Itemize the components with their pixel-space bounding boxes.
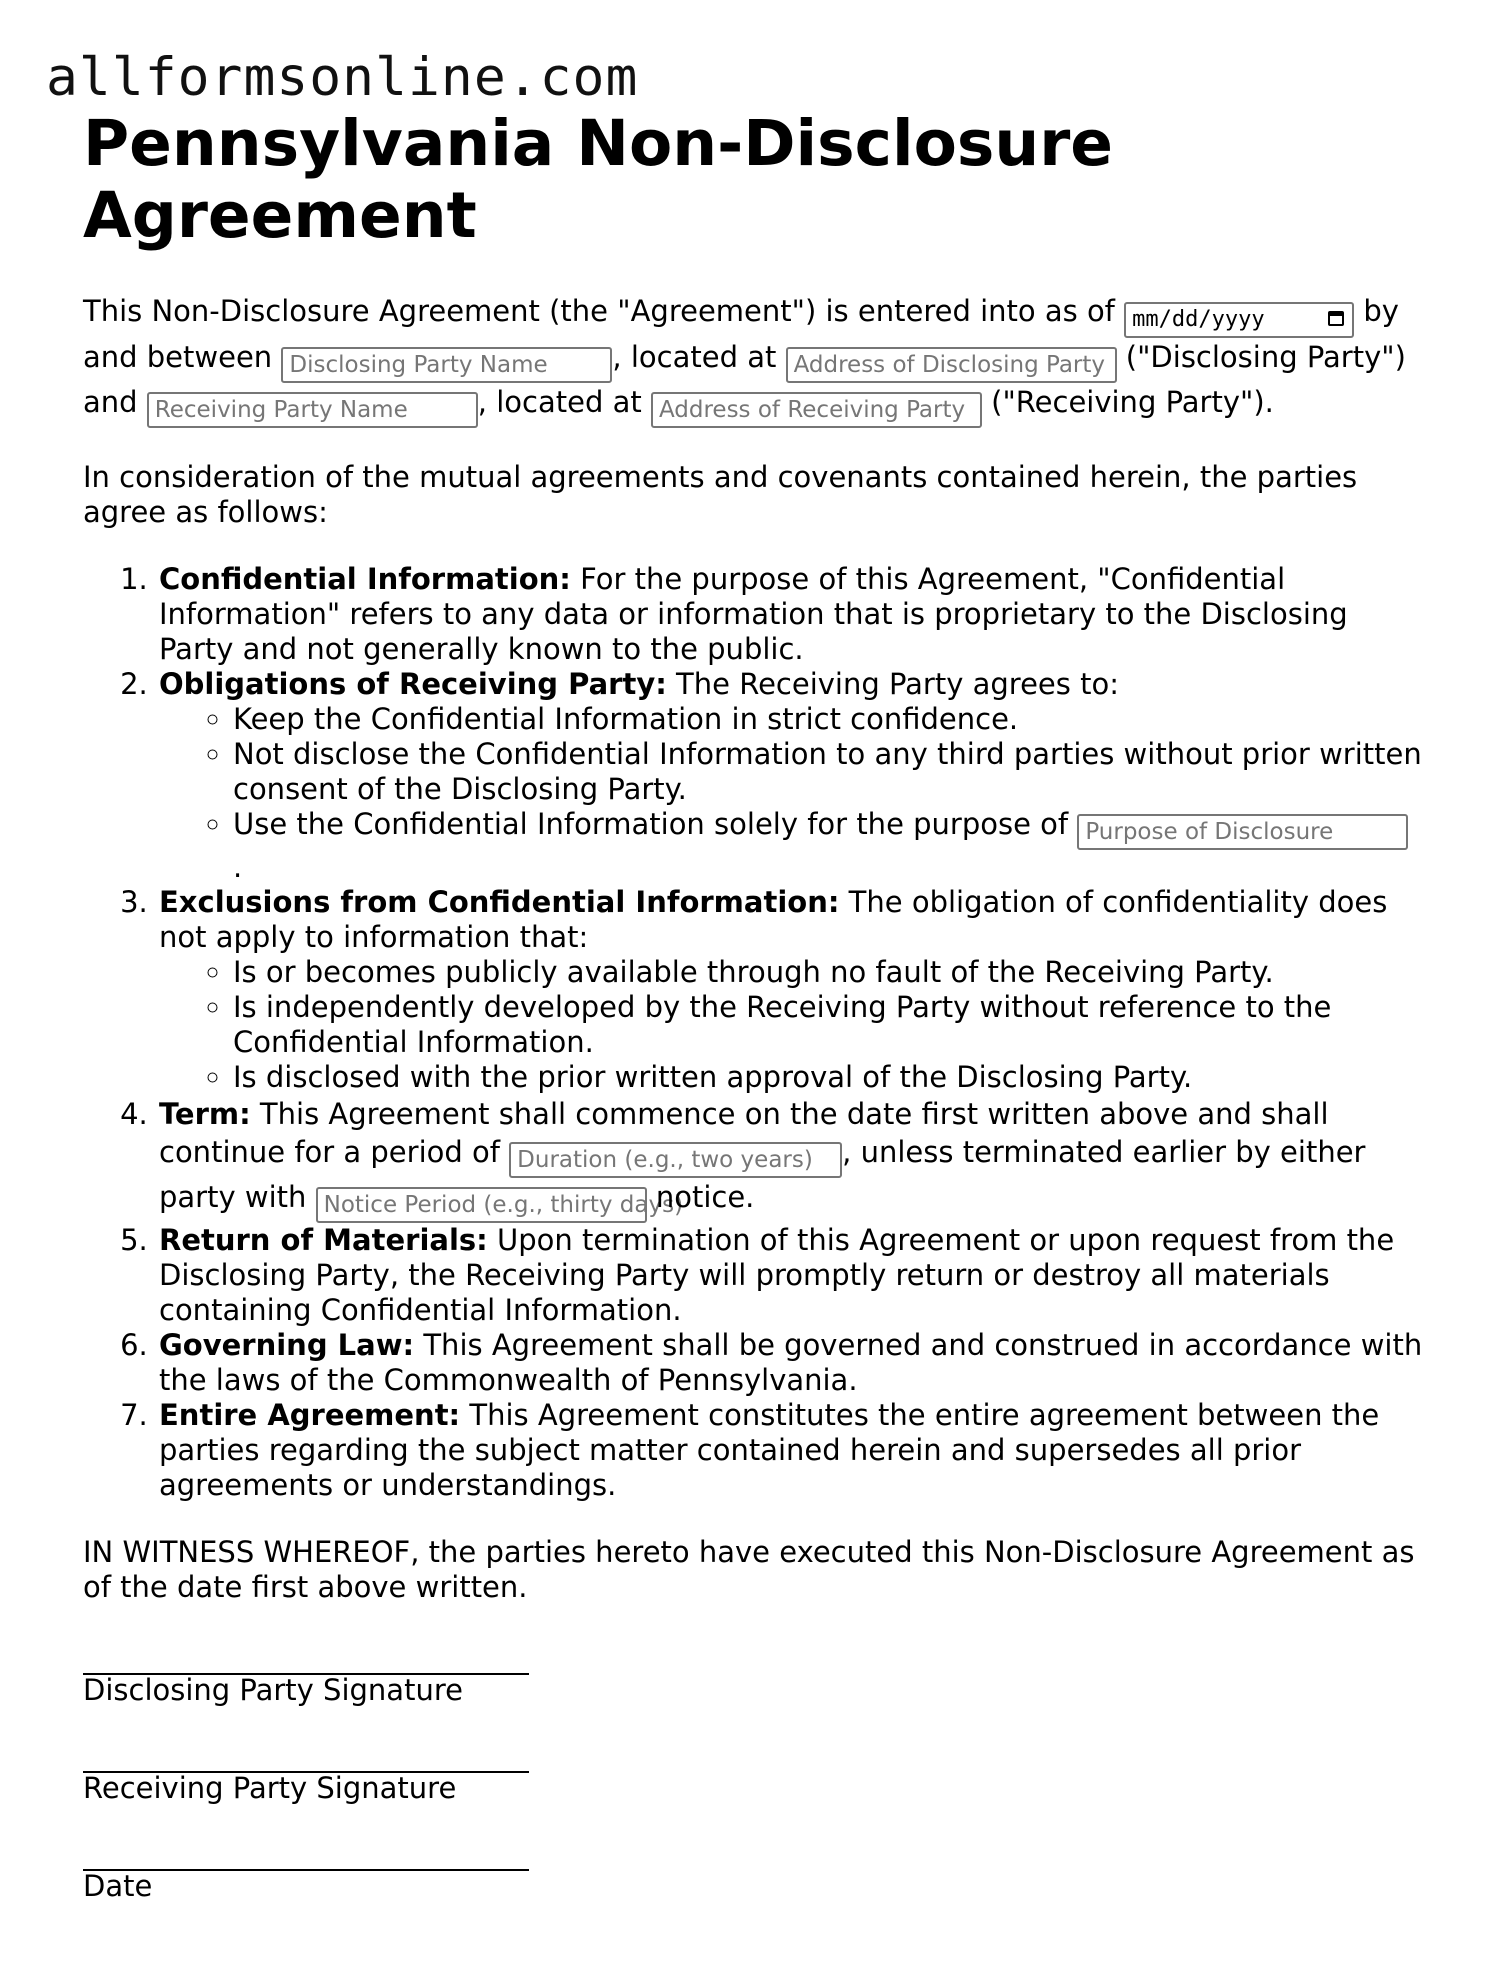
list-item-text: Use the Confidential Information solely for the purpose of (233, 807, 1078, 841)
list-item-end: . (233, 850, 243, 884)
section-return-of-materials (157, 1223, 1428, 1328)
terms-list (83, 562, 1428, 1503)
section-text: notice. (646, 1180, 755, 1214)
section-heading: Governing Law: (159, 1328, 415, 1362)
intro-text: , located at (612, 340, 786, 374)
section-heading: Entire Agreement: (159, 1398, 461, 1432)
receiving-party-name-input[interactable]: Receiving Party Name (147, 392, 478, 428)
section-term (157, 1095, 1428, 1223)
list-item: ◦ Is or becomes publicly available through no fault of the Receiving Party. (233, 955, 1428, 990)
section-obligations (157, 667, 1428, 885)
list-item: ◦ Is independently developed by the Receiving Party without reference to the Confidential Information. (233, 990, 1428, 1060)
section-heading: Term: (159, 1097, 251, 1131)
receiving-party-address-input[interactable]: Address of Receiving Party (651, 392, 982, 428)
consideration-paragraph: In consideration of the mutual agreements and covenants contained herein, the parties agree as follows: (83, 460, 1358, 529)
agreement-document (83, 108, 1428, 1967)
section-text: This Agreement shall commence on the date first written above and shall continue for a period of (159, 1097, 1329, 1169)
section-text: The Receiving Party agrees to: (666, 667, 1119, 701)
witness-paragraph: IN WITNESS WHEREOF, the parties hereto have executed this Non-Disclosure Agreement as of the date first above written. (83, 1535, 1415, 1604)
signature-block (83, 1673, 1428, 1904)
section-confidential-information (157, 562, 1428, 667)
date-placeholder: mm/dd/yyyy (1132, 307, 1265, 332)
section-entire-agreement (157, 1398, 1428, 1503)
notice-period-input[interactable]: Notice Period (e.g., thirty days) (316, 1187, 647, 1223)
section-text: This Agreement constitutes the entire agreement between the parties regarding the subject matter contained herein and supersedes all prior agreements or understandings. (159, 1398, 1380, 1502)
date-label: Date (83, 1869, 153, 1903)
section-heading: Return of Materials: (159, 1223, 488, 1257)
disclosing-party-address-input[interactable]: Address of Disclosing Party (786, 347, 1117, 383)
section-heading: Confidential Information: (159, 562, 571, 596)
intro-text: , located at (477, 385, 651, 419)
disclosing-party-name-input[interactable]: Disclosing Party Name (281, 347, 612, 383)
list-item: ◦ Not disclose the Confidential Information to any third parties without prior written consent of the Disclosing Party. (233, 737, 1428, 807)
section-governing-law (157, 1328, 1428, 1398)
list-item: ◦ Keep the Confidential Information in strict confidence. (233, 702, 1428, 737)
intro-text: ("Disclosing Party") and (83, 340, 1406, 419)
section-text: , unless terminated earlier by either party with (159, 1135, 1366, 1214)
section-heading: Exclusions from Confidential Information: (159, 885, 840, 919)
receiving-party-signature-label: Receiving Party Signature (83, 1771, 457, 1805)
duration-input[interactable]: Duration (e.g., two years) (509, 1142, 842, 1178)
intro-text: by and between (83, 294, 1399, 374)
section-exclusions (157, 885, 1428, 1095)
section-heading: Obligations of Receiving Party: (159, 667, 667, 701)
page-title: Pennsylvania Non-Disclosure Agreement (83, 107, 1113, 252)
section-text: This Agreement shall be governed and construed in accordance with the laws of the Commonwealth of Pennsylvania. (159, 1328, 1423, 1397)
section-text: The obligation of confidentiality does not apply to information that: (159, 885, 1388, 954)
intro-text: ("Receiving Party"). (981, 385, 1274, 419)
list-item (233, 807, 1428, 885)
list-item: ◦ Is disclosed with the prior written approval of the Disclosing Party. (233, 1060, 1428, 1095)
calendar-icon[interactable] (1328, 311, 1344, 326)
agreement-date-input[interactable] (1124, 302, 1354, 338)
site-watermark: allformsonline.com (46, 47, 639, 108)
purpose-of-disclosure-input[interactable]: Purpose of Disclosure (1077, 814, 1408, 850)
intro-text: This Non-Disclosure Agreement (the "Agreement") is entered into as of (83, 294, 1125, 328)
section-text: For the purpose of this Agreement, "Confidential Information" refers to any data or information that is proprietary to the Disclosing Party and not generally known to the public. (159, 562, 1348, 666)
exclusions-list (159, 955, 1428, 1095)
disclosing-party-signature-label: Disclosing Party Signature (83, 1673, 463, 1707)
intro-paragraph (83, 292, 1428, 428)
obligations-list (159, 702, 1428, 885)
section-text: Upon termination of this Agreement or upon request from the Disclosing Party, the Receiving Party will promptly return or destroy all materials containing Confidential Information. (159, 1223, 1395, 1327)
